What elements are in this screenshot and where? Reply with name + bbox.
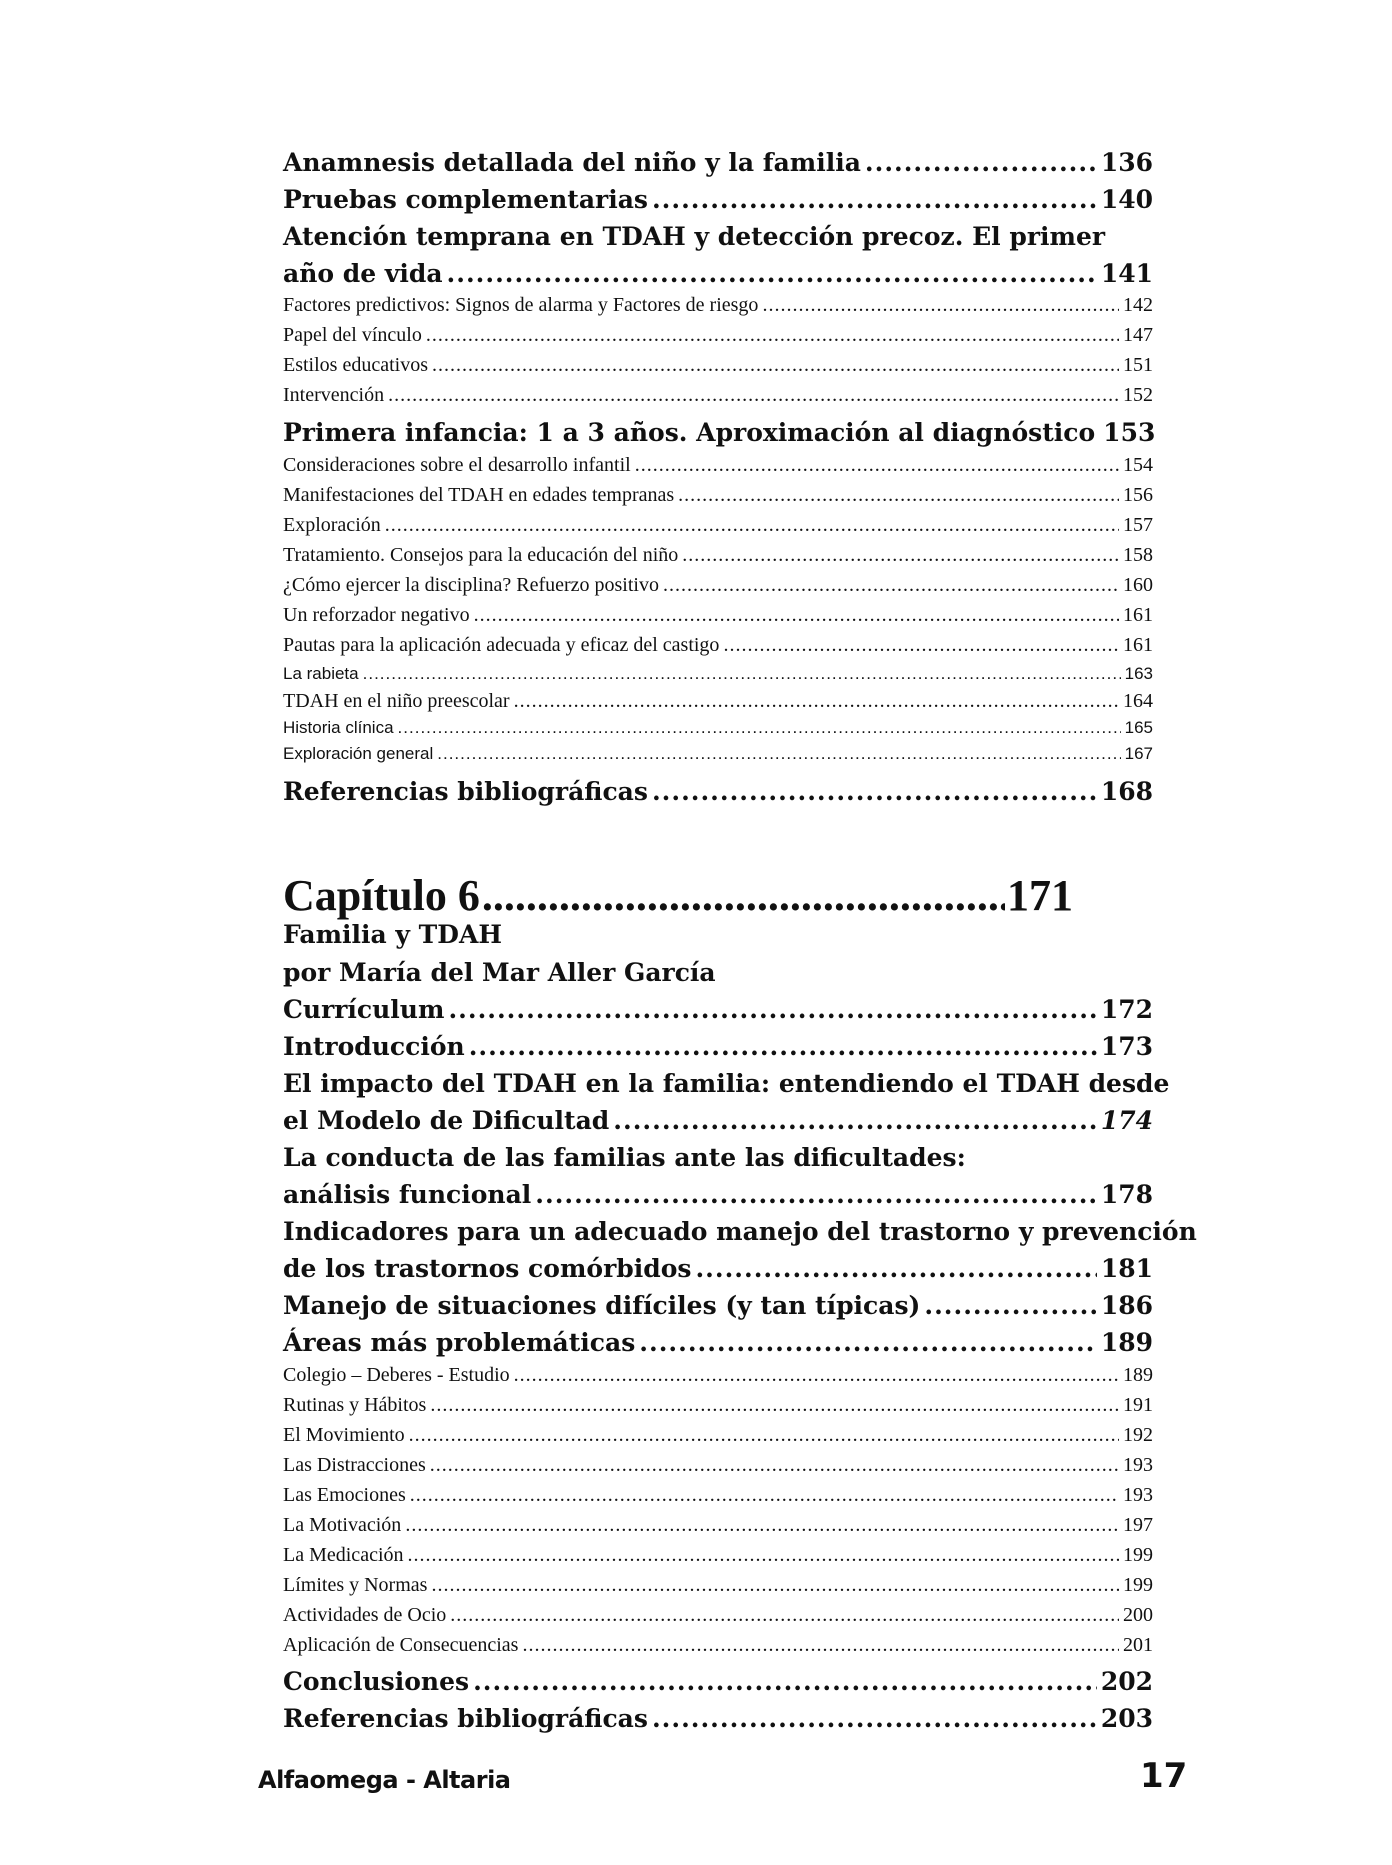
toc-entry-page: 167 xyxy=(1124,744,1153,763)
toc-entry-page: 161 xyxy=(1123,604,1153,626)
toc-entry-page: 203 xyxy=(1100,1704,1153,1733)
dot-leader xyxy=(652,777,1097,806)
chapter-page: 171 xyxy=(1007,871,1073,920)
dot-leader xyxy=(405,1514,1119,1537)
dot-leader xyxy=(388,384,1119,407)
toc-entry xyxy=(283,185,1153,214)
toc-entry-label: Pautas para la aplicación adecuada y eficaz del castigo xyxy=(283,634,720,656)
dot-leader xyxy=(430,1394,1119,1417)
toc-subentry xyxy=(283,604,1153,627)
toc-subentry xyxy=(283,690,1153,713)
toc-entry-label: El Movimiento xyxy=(283,1424,405,1446)
toc-entry-page: 147 xyxy=(1123,324,1153,346)
dot-leader xyxy=(613,1106,1097,1135)
chapter-author: por María del Mar Aller García xyxy=(283,958,716,987)
toc-entry-label: Manejo de situaciones difíciles (y tan típicas) xyxy=(283,1291,921,1320)
toc-entry-page: 172 xyxy=(1100,995,1153,1024)
toc-subentry xyxy=(283,634,1153,657)
toc-entry xyxy=(283,1254,1153,1283)
toc-subentry xyxy=(283,1424,1153,1447)
toc-entry-page: 165 xyxy=(1124,718,1153,737)
toc-entry-label: Tratamiento. Consejos para la educación del niño xyxy=(283,544,679,566)
toc-entry-label: El impacto del TDAH en la familia: entendiendo el TDAH desde xyxy=(283,1069,1170,1098)
dot-leader xyxy=(385,514,1119,537)
dot-leader xyxy=(663,574,1119,597)
dot-leader xyxy=(652,1704,1097,1733)
toc-entry-label: Las Distracciones xyxy=(283,1454,426,1476)
toc-entry-page: 199 xyxy=(1123,1574,1153,1596)
dot-leader xyxy=(924,1291,1096,1320)
toc-entry-page: 174 xyxy=(1100,1106,1153,1135)
toc-entry-page: 202 xyxy=(1100,1667,1153,1696)
toc-entry-label: La Motivación xyxy=(283,1514,402,1536)
toc-entry-page: 160 xyxy=(1123,574,1153,596)
toc-entry-page: 153 xyxy=(1103,418,1156,447)
toc-entry-label: el Modelo de Dificultad xyxy=(283,1106,610,1135)
toc-entry-label: Aplicación de Consecuencias xyxy=(283,1634,519,1656)
toc-entry-page: 186 xyxy=(1100,1291,1153,1320)
chapter-heading xyxy=(283,870,1073,921)
toc-entry-label: Conclusiones xyxy=(283,1667,470,1696)
toc-entry xyxy=(283,777,1153,806)
toc-entry xyxy=(283,148,1153,177)
toc-entry-label: Las Emociones xyxy=(283,1484,406,1506)
toc-entry-page: 193 xyxy=(1123,1484,1153,1506)
dot-leader xyxy=(639,1328,1097,1357)
toc-entry xyxy=(283,1328,1153,1357)
toc-entry xyxy=(283,1291,1153,1320)
toc-entry-label: Límites y Normas xyxy=(283,1574,428,1596)
toc-entry-page: 142 xyxy=(1123,294,1153,316)
toc-subentry xyxy=(283,718,1153,738)
toc-entry-page: 158 xyxy=(1123,544,1153,566)
toc-entry-page: 156 xyxy=(1123,484,1153,506)
dot-leader xyxy=(635,454,1119,477)
toc-entry-page: 136 xyxy=(1100,148,1153,177)
toc-entry-page: 189 xyxy=(1100,1328,1153,1357)
dot-leader xyxy=(473,1667,1097,1696)
toc-entry xyxy=(283,418,1156,447)
toc-entry-label: Actividades de Ocio xyxy=(283,1604,447,1626)
toc-entry-label: año de vida xyxy=(283,259,443,288)
dot-leader xyxy=(474,604,1119,627)
toc-subentry xyxy=(283,1634,1153,1657)
dot-leader xyxy=(426,324,1119,347)
chapter-title: Familia y TDAH xyxy=(283,920,502,949)
toc-entry-page: 197 xyxy=(1123,1514,1153,1536)
toc-entry-label: Rutinas y Hábitos xyxy=(283,1394,427,1416)
toc-subentry xyxy=(283,664,1153,684)
toc-subentry xyxy=(283,544,1153,567)
dot-leader xyxy=(678,484,1119,507)
toc-subentry xyxy=(283,1604,1153,1627)
dot-leader xyxy=(865,148,1097,177)
toc-subentry xyxy=(283,514,1153,537)
dot-leader xyxy=(408,1544,1120,1567)
dot-leader xyxy=(447,259,1097,288)
toc-entry-page: 157 xyxy=(1123,514,1153,536)
toc-entry-label: Intervención xyxy=(283,384,385,406)
dot-leader xyxy=(432,354,1119,377)
toc-entry-label: Áreas más problemáticas xyxy=(283,1328,636,1357)
toc-entry-page: 152 xyxy=(1123,384,1153,406)
toc-entry-page: 173 xyxy=(1100,1032,1153,1061)
toc-entry-label: La conducta de las familias ante las dificultades: xyxy=(283,1143,966,1172)
toc-subentry xyxy=(283,1574,1153,1597)
toc-subentry xyxy=(283,1364,1153,1387)
toc-entry-label: Exploración general xyxy=(283,744,434,763)
toc-entry-page: 192 xyxy=(1123,1424,1153,1446)
toc-entry-page: 181 xyxy=(1100,1254,1153,1283)
toc-entry-label: Introducción xyxy=(283,1032,465,1061)
toc-entry xyxy=(283,1704,1153,1733)
dot-leader xyxy=(695,1254,1096,1283)
toc-entry-label: La Medicación xyxy=(283,1544,404,1566)
dot-leader xyxy=(652,185,1097,214)
toc-entry xyxy=(283,1667,1153,1696)
toc-entry-page: 163 xyxy=(1124,664,1153,683)
toc-subentry xyxy=(283,1454,1153,1477)
dot-leader xyxy=(431,1574,1119,1597)
toc-entry-label: Exploración xyxy=(283,514,381,536)
dot-leader xyxy=(762,294,1119,317)
toc-entry-page: 189 xyxy=(1123,1364,1153,1386)
toc-entry-page: 154 xyxy=(1123,454,1153,476)
toc-entry-label: Referencias bibliográficas xyxy=(283,1704,648,1733)
publisher-footer: Alfaomega - Altaria xyxy=(258,1766,511,1794)
toc-entry-label: Anamnesis detallada del niño y la familia xyxy=(283,148,861,177)
toc-entry-page: 141 xyxy=(1100,259,1153,288)
toc-entry-page: 164 xyxy=(1123,690,1153,712)
toc-entry-page: 140 xyxy=(1100,185,1153,214)
toc-subentry xyxy=(283,354,1153,377)
toc-entry-label: Primera infancia: 1 a 3 años. Aproximación al diagnóstico xyxy=(283,418,1096,447)
toc-entry xyxy=(283,1032,1153,1061)
toc-entry xyxy=(283,1180,1153,1209)
toc-entry-page: 178 xyxy=(1100,1180,1153,1209)
toc-entry-page: 193 xyxy=(1123,1454,1153,1476)
toc-entry-label: de los trastornos comórbidos xyxy=(283,1254,692,1283)
dot-leader xyxy=(682,544,1119,567)
dot-leader xyxy=(409,1424,1119,1447)
dot-leader xyxy=(450,1604,1119,1627)
toc-entry-label: análisis funcional xyxy=(283,1180,532,1209)
dot-leader xyxy=(437,744,1120,764)
toc-entry-label: Papel del vínculo xyxy=(283,324,422,346)
dot-leader xyxy=(522,1634,1119,1657)
dot-leader xyxy=(723,634,1119,657)
toc-subentry xyxy=(283,574,1153,597)
toc-entry-label: Estilos educativos xyxy=(283,354,428,376)
toc-subentry xyxy=(283,294,1153,317)
toc-entry xyxy=(283,995,1153,1024)
toc-entry-page: 168 xyxy=(1100,777,1153,806)
toc-entry-page: 200 xyxy=(1123,1604,1153,1626)
toc-subentry xyxy=(283,1484,1153,1507)
toc-entry-label: Currículum xyxy=(283,995,445,1024)
dot-leader xyxy=(430,1454,1119,1477)
toc-entry xyxy=(283,1106,1153,1135)
toc-subentry xyxy=(283,454,1153,477)
toc-entry-page: 201 xyxy=(1123,1634,1153,1656)
toc-subentry xyxy=(283,324,1153,347)
dot-leader xyxy=(469,1032,1097,1061)
toc-subentry xyxy=(283,484,1153,507)
toc-entry-label: Atención temprana en TDAH y detección precoz. El primer xyxy=(283,222,1106,251)
toc-entry-page: 191 xyxy=(1123,1394,1153,1416)
toc-entry-label: Colegio – Deberes - Estudio xyxy=(283,1364,510,1386)
toc-entry-label: Un reforzador negativo xyxy=(283,604,470,626)
toc-subentry xyxy=(283,1394,1153,1417)
dot-leader xyxy=(448,995,1096,1024)
toc-subentry xyxy=(283,744,1153,764)
dot-leader xyxy=(514,690,1119,713)
toc-subentry xyxy=(283,1544,1153,1567)
toc-entry-label: Indicadores para un adecuado manejo del trastorno y prevención xyxy=(283,1217,1197,1246)
toc-entry-page: 199 xyxy=(1123,1544,1153,1566)
dot-leader xyxy=(514,1364,1119,1387)
toc-entry-label: TDAH en el niño preescolar xyxy=(283,690,510,712)
toc-entry xyxy=(283,259,1153,288)
toc-entry-label: Consideraciones sobre el desarrollo infantil xyxy=(283,454,631,476)
dot-leader xyxy=(363,664,1121,684)
toc-entry-label: Historia clínica xyxy=(283,718,394,737)
toc-entry-label: Factores predictivos: Signos de alarma y Factores de riesgo xyxy=(283,294,759,316)
toc-entry-label: Manifestaciones del TDAH en edades tempranas xyxy=(283,484,675,506)
toc-entry-label: La rabieta xyxy=(283,664,359,683)
dot-leader xyxy=(535,1180,1097,1209)
toc-entry-page: 161 xyxy=(1123,634,1153,656)
toc-entry-label: ¿Cómo ejercer la disciplina? Refuerzo positivo xyxy=(283,574,659,596)
toc-entry-label: Referencias bibliográficas xyxy=(283,777,648,806)
toc-entry-label: Pruebas complementarias xyxy=(283,185,648,214)
dot-leader xyxy=(410,1484,1119,1507)
toc-entry-page: 151 xyxy=(1123,354,1153,376)
dot-leader xyxy=(482,870,1005,921)
toc-subentry xyxy=(283,384,1153,407)
toc-subentry xyxy=(283,1514,1153,1537)
chapter-label: Capítulo 6 xyxy=(283,871,480,920)
dot-leader xyxy=(398,718,1121,738)
page-number: 17 xyxy=(1140,1756,1188,1796)
